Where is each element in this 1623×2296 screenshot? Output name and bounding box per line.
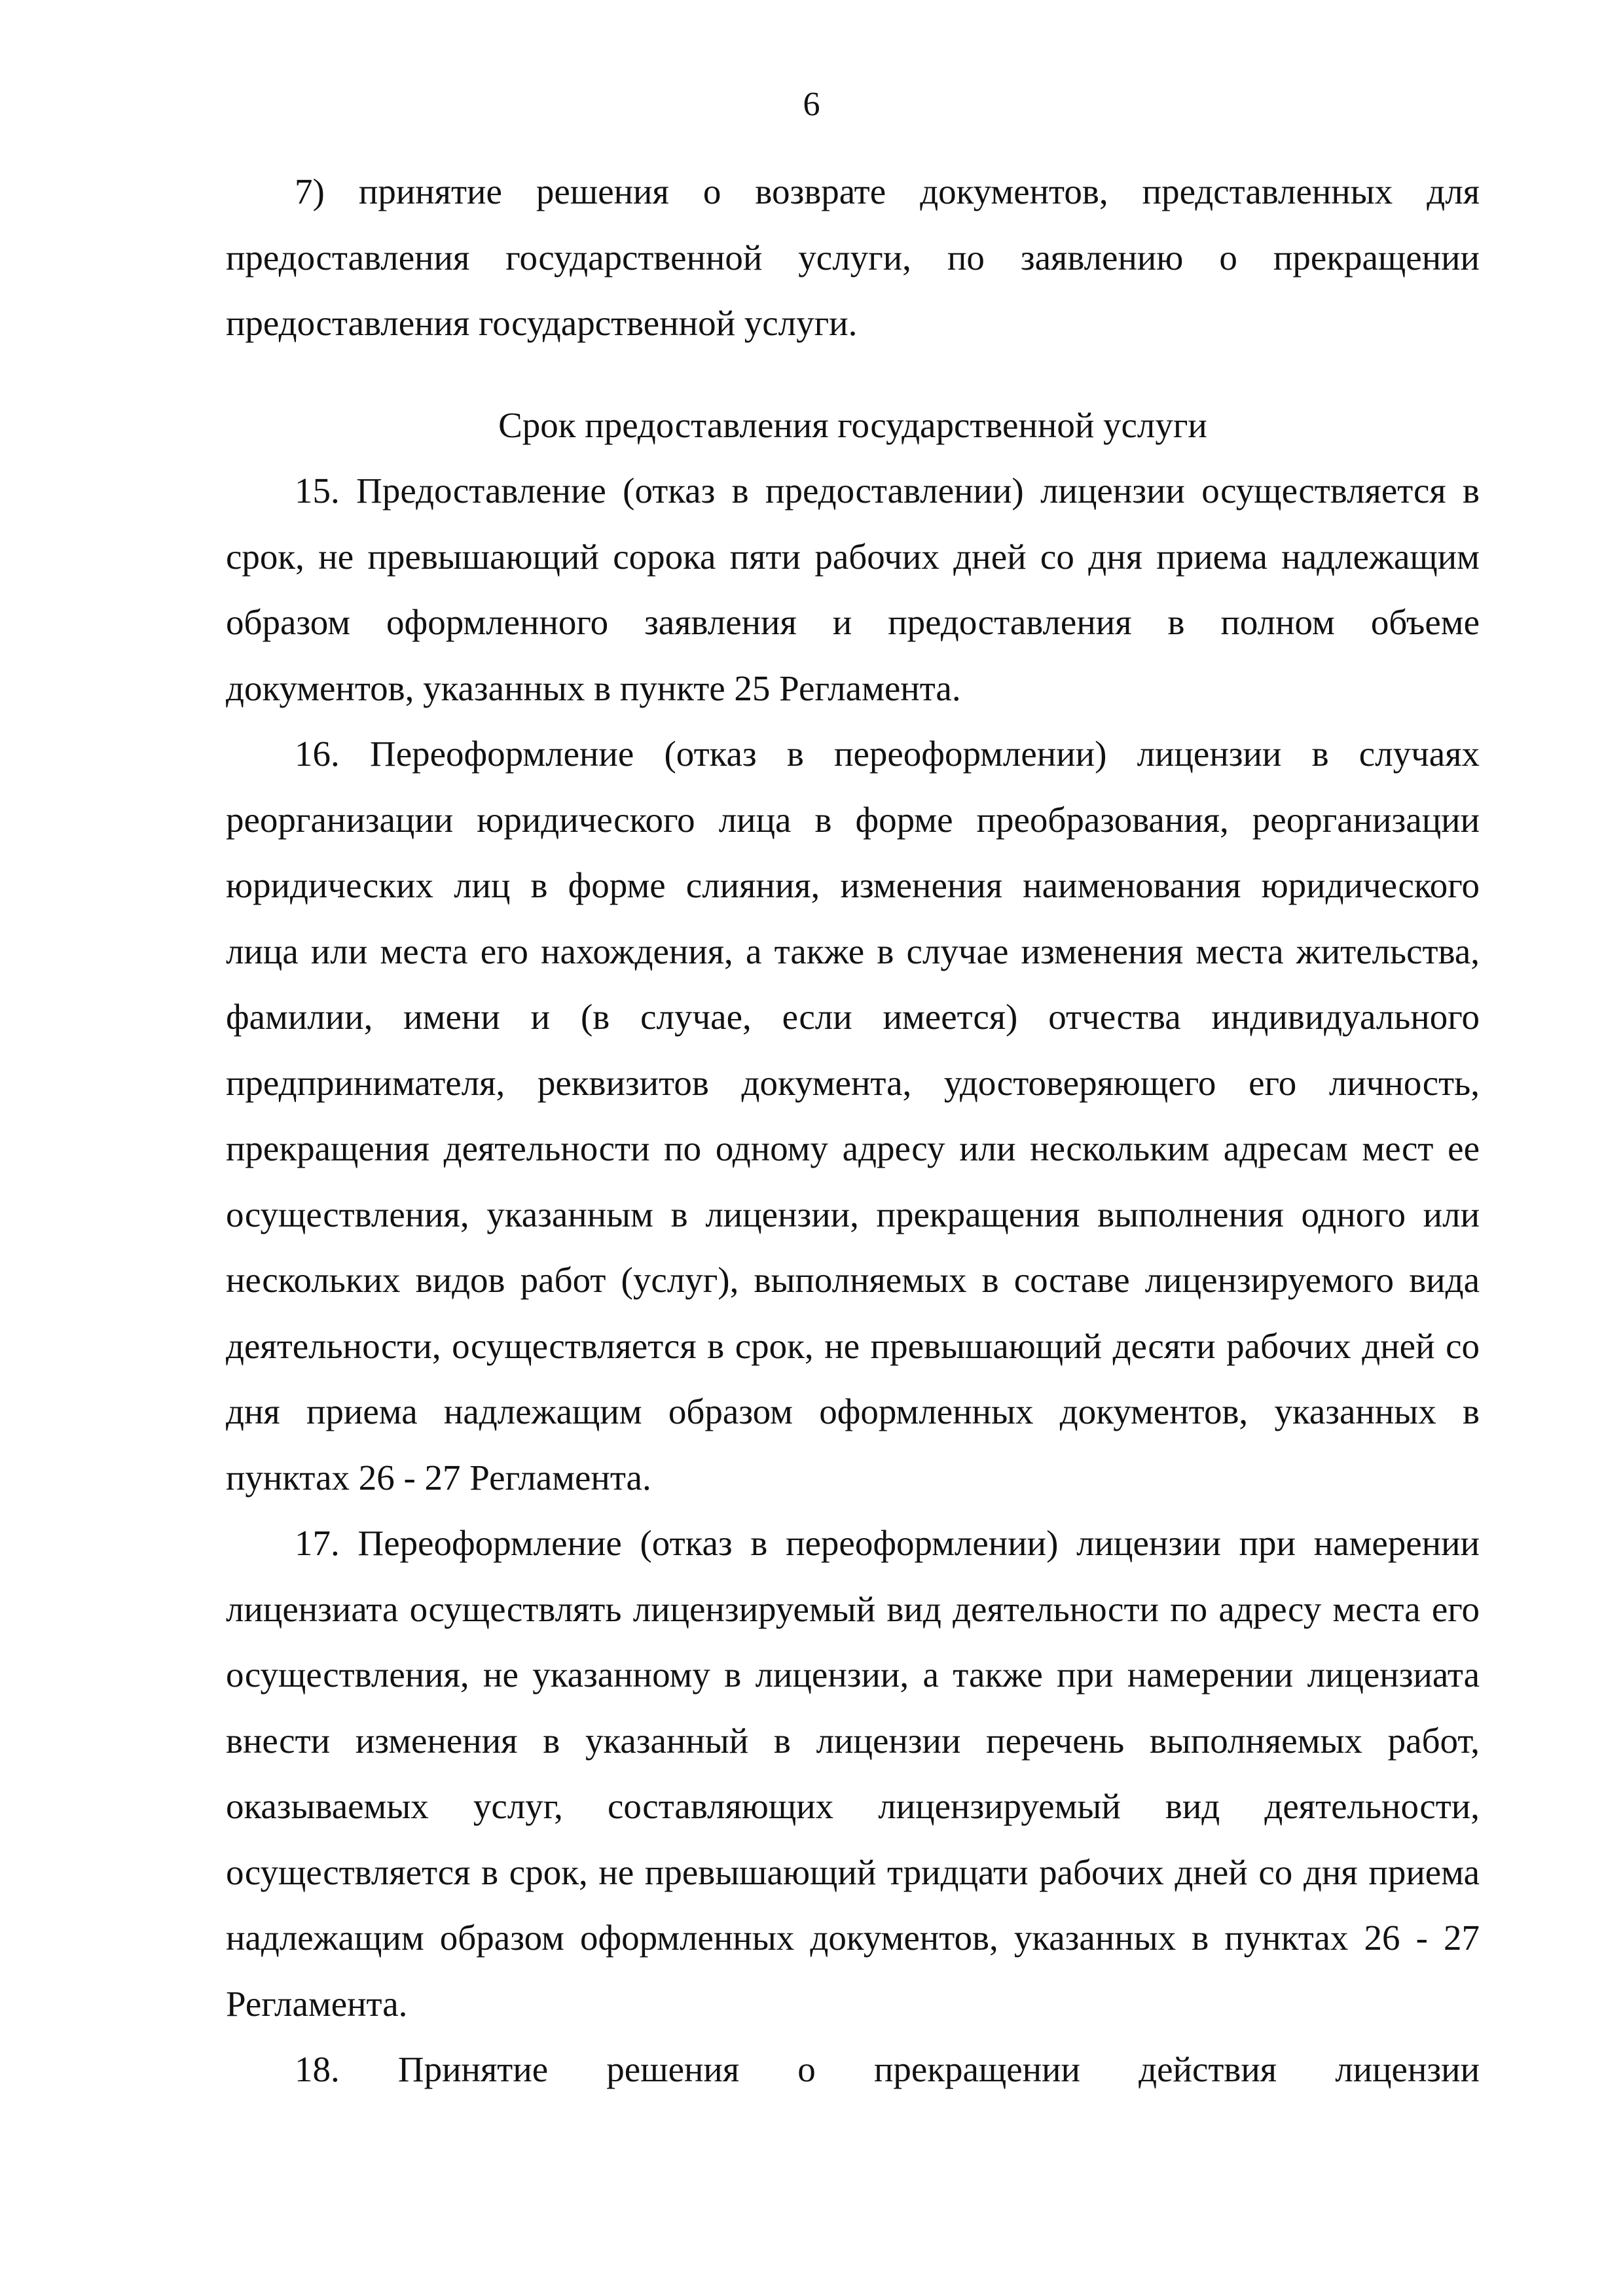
paragraph-16: 16. Переоформление (отказ в переоформлении) лицензии в случаях реорганизации юридического лица в форме преобразования, реорганизации юридических лиц в форме слияния, изменения наименования юридического лица или места его нахождения, а также в случае изменения места жительства, фамилии, имени и (в случае, если имеется) отчества индивидуального предпринимателя, реквизитов документа, удостоверяющего его личность, прекращения деятельности по одному адресу или нескольким адресам мест ее осуществления, указанным в лицензии, прекращения выполнения одного или нескольких видов работ (услуг), выполняемых в составе лицензируемого вида деятельности, осуществляется в срок, не превышающий десяти рабочих дней со дня приема надлежащим образом оформленных документов, указанных в пунктах 26 - 27 Регламента.	[226, 734, 1480, 1498]
paragraph-item-7: 7) принятие решения о возврате документов, представленных для предоставления государственной услуги, по заявлению о прекращении предоставления государственной услуги.	[226, 171, 1480, 343]
paragraph-18: 18. Принятие решения о прекращении действия лицензии	[295, 2049, 1480, 2089]
document-body	[226, 159, 1480, 2103]
paragraph-15: 15. Предоставление (отказ в предоставлении) лицензии осуществляется в срок, не превышающий сорока пяти рабочих дней со дня приема надлежащим образом оформленного заявления и предоставления в полном объеме документов, указанных в пункте 25 Регламента.	[226, 471, 1480, 708]
section-heading: Срок предоставления государственной услуги	[498, 404, 1207, 445]
paragraph-17: 17. Переоформление (отказ в переоформлении) лицензии при намерении лицензиата осуществлять лицензируемый вид деятельности по адресу места его осуществления, не указанному в лицензии, а также при намерении лицензиата внести изменения в указанный в лицензии перечень выполняемых работ, оказываемых услуг, составляющих лицензируемый вид деятельности, осуществляется в срок, не превышающий тридцати рабочих дней со дня приема надлежащим образом оформленных документов, указанных в пунктах 26 - 27 Регламента.	[226, 1523, 1480, 2024]
page-number: 6	[803, 86, 820, 123]
